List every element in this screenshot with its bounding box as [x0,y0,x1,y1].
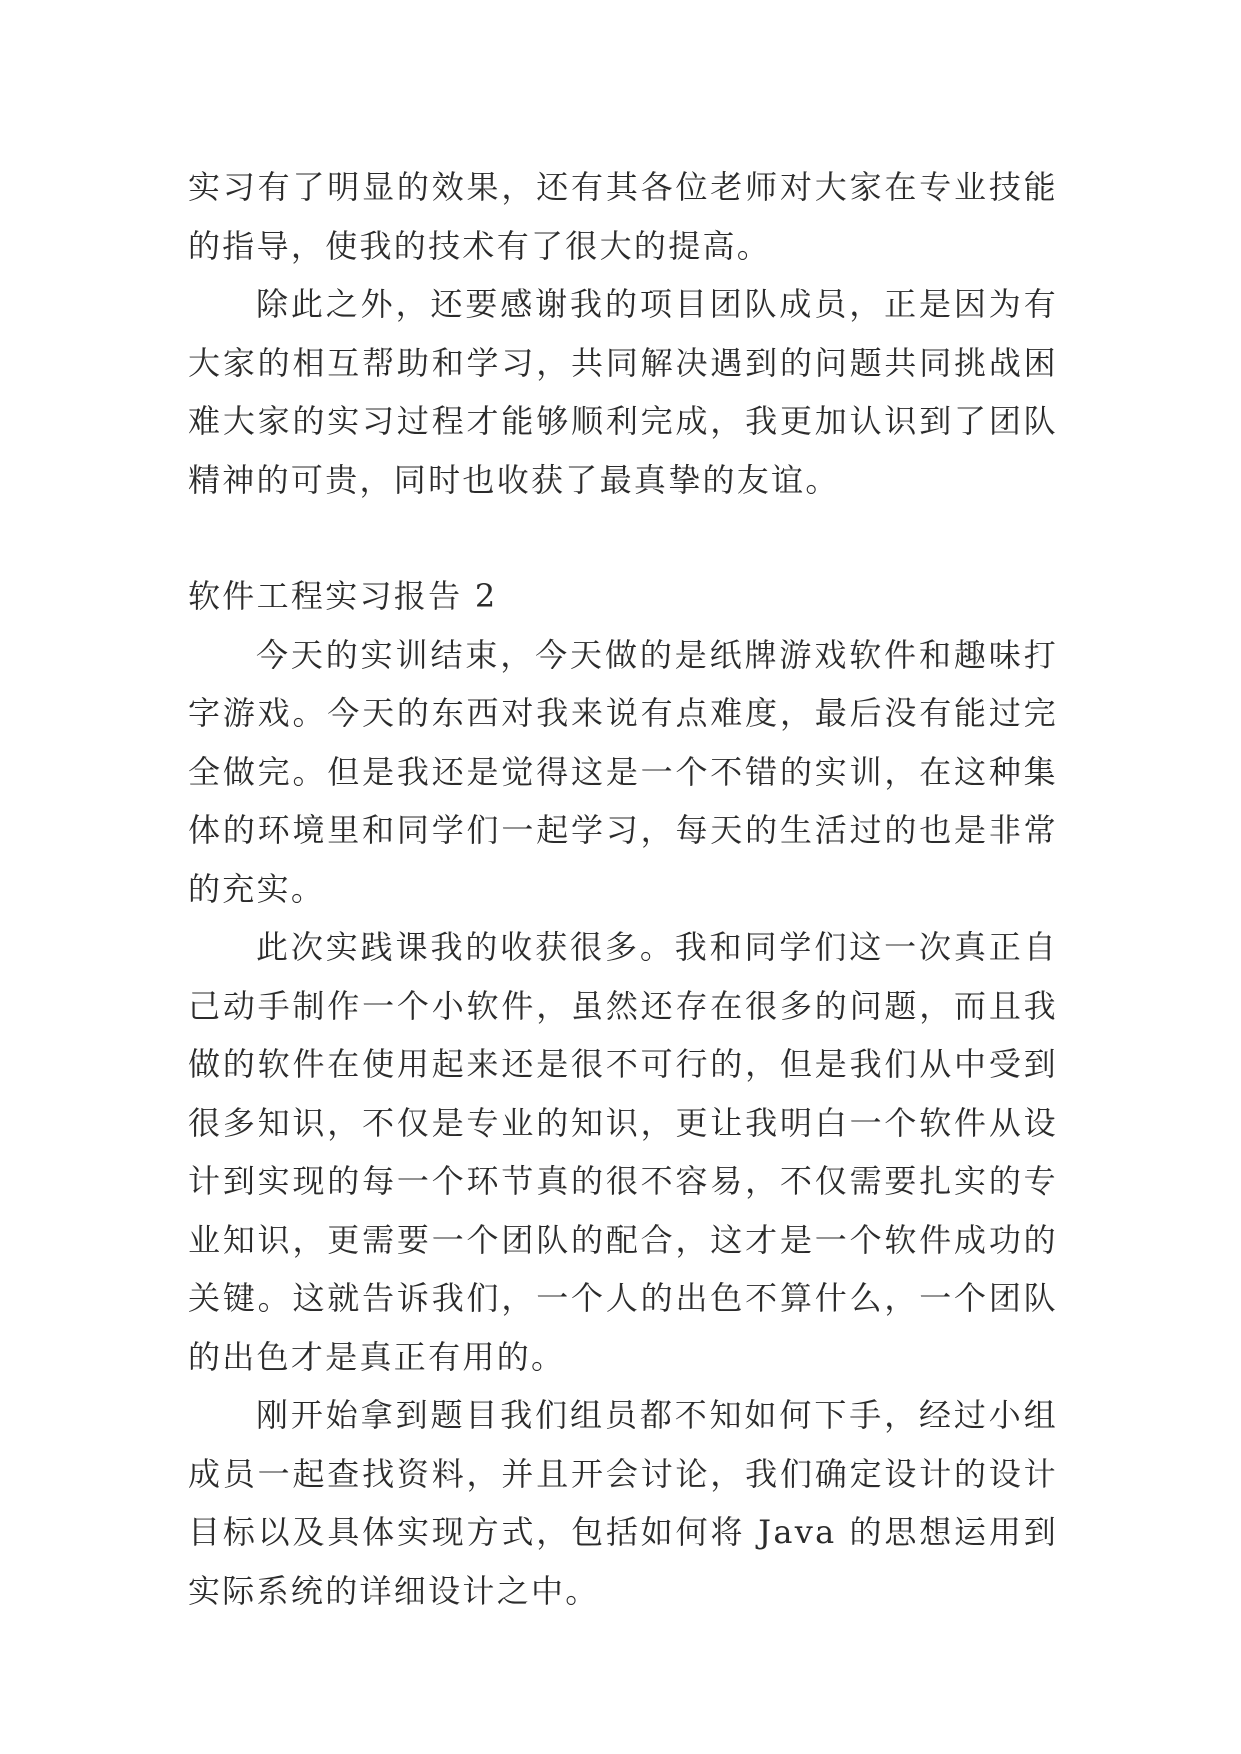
paragraph-harvest: 此次实践课我的收获很多。我和同学们这一次真正自己动手制作一个小软件，虽然还存在很多的问题，而且我做的软件在使用起来还是很不可行的，但是我们从中受到很多知识，不仅是专业的知识，更让我明白一个软件从设计到实现的每一个环节真的很不容易，不仅需要扎实的专业知识，更需要一个团队的配合，这才是一个软件成功的关键。这就告诉我们，一个人的出色不算什么，一个团队的出色才是真正有用的。 [188,928,1058,1376]
section-title: 软件工程实习报告 2 [188,577,498,615]
paragraph-thanks-team: 除此之外，还要感谢我的项目团队成员，正是因为有大家的相互帮助和学习，共同解决遇到的问题共同挑战困难大家的实习过程才能够顺利完成，我更加认识到了团队精神的可贵，同时也收获了最真挚的友谊。 [188,285,1058,499]
paragraph-start-design: 刚开始拿到题目我们组员都不知如何下手，经过小组成员一起查找资料，并且开会讨论，我们确定设计的设计目标以及具体实现方式，包括如何将 Java 的思想运用到实际系统的详细设计之中。 [188,1396,1058,1610]
paragraph-continued: 实习有了明显的效果，还有其各位老师对大家在专业技能的指导，使我的技术有了很大的提高。 [188,168,1058,265]
paragraph-training-end: 今天的实训结束，今天做的是纸牌游戏软件和趣味打字游戏。今天的东西对我来说有点难度，最后没有能过完全做完。但是我还是觉得这是一个不错的实训，在这种集体的环境里和同学们一起学习，每天的生活过的也是非常的充实。 [188,635,1058,908]
document-body [188,158,1058,1620]
